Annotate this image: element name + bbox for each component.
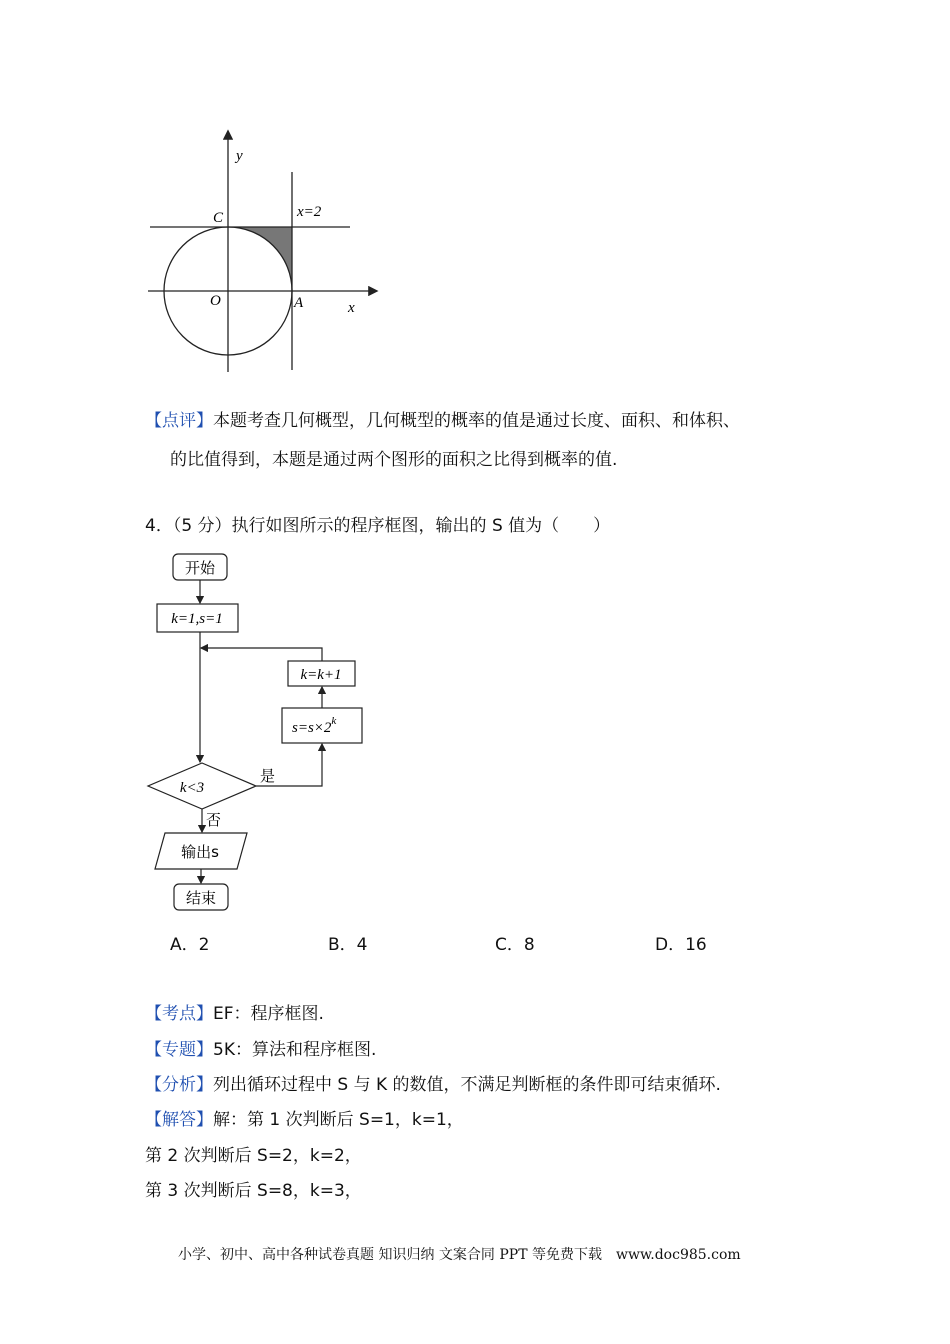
y-label: y (236, 148, 243, 164)
kaodian-tag: 【考点】 (145, 1004, 213, 1024)
x-label: x (348, 300, 355, 316)
option-c-value: 8 (523, 935, 535, 955)
coordinate-figure (140, 120, 390, 380)
option-a[interactable] (170, 933, 209, 957)
question-number: 4． (145, 516, 173, 536)
option-b-label: B． (328, 935, 357, 955)
start-text: 开始 (184, 559, 216, 577)
step2-line: 第 2 次判断后 S=2，k=2， (145, 1146, 362, 1166)
fenxi-line (145, 1073, 721, 1097)
option-c-label: C． (495, 935, 524, 955)
kaodian-line (145, 1002, 324, 1026)
A-label: A (294, 295, 304, 311)
dianping-line2: 的比值得到，本题是通过两个图形的面积之比得到概率的值. (170, 450, 618, 470)
jieda-text: 解：第 1 次判断后 S=1，k=1， (213, 1110, 464, 1130)
loop-back-path (201, 648, 322, 661)
zhuanti-tag: 【专题】 (145, 1040, 213, 1060)
option-d-value: 16 (685, 935, 707, 955)
end-text: 结束 (185, 889, 217, 907)
dianping-tag: 【点评】 (145, 411, 213, 431)
init-text: k=1,s=1 (171, 611, 223, 627)
jieda-tag: 【解答】 (145, 1110, 213, 1130)
option-a-value: 2 (198, 935, 210, 955)
fenxi-tag: 【分析】 (145, 1075, 213, 1095)
step3-line: 第 3 次判断后 S=8，k=3， (145, 1181, 362, 1201)
page-footer: 小学、初中、高中各种试卷真题 知识归纳 文案合同 PPT 等免费下载 www.doc985.com (178, 1247, 741, 1263)
jieda-line (145, 1108, 464, 1132)
question-4 (145, 514, 610, 538)
option-b-value: 4 (356, 935, 368, 955)
O-label: O (210, 293, 221, 309)
option-d-label: D． (655, 935, 686, 955)
option-a-label: A． (170, 935, 199, 955)
fenxi-text: 列出循环过程中 S 与 K 的数值，不满足判断框的条件即可结束循环. (213, 1075, 721, 1095)
condition-text: k<3 (179, 780, 205, 796)
dianping-line1 (145, 409, 740, 433)
option-c[interactable] (495, 933, 535, 957)
C-label: C (213, 210, 224, 226)
question-text: （5 分）执行如图所示的程序框图，输出的 S 值为（ ） (172, 516, 611, 536)
zhuanti-line (145, 1038, 376, 1062)
dianping-text1: 本题考查几何概型，几何概型的概率的值是通过长度、面积、和体积、 (213, 411, 740, 431)
shaded-region (228, 227, 292, 291)
line-label: x=2 (297, 204, 322, 220)
step-text: k=k+1 (300, 667, 342, 683)
no-label: 否 (206, 811, 222, 829)
option-d[interactable] (655, 933, 707, 957)
kaodian-text: EF：程序框图. (213, 1004, 324, 1024)
flowchart (140, 545, 380, 920)
update-text: $s=s\times 2^k$ (292, 715, 337, 736)
zhuanti-text: 5K：算法和程序框图. (213, 1040, 377, 1060)
output-text: 输出s (181, 843, 219, 861)
option-b[interactable] (328, 933, 368, 957)
yes-label: 是 (260, 767, 276, 785)
